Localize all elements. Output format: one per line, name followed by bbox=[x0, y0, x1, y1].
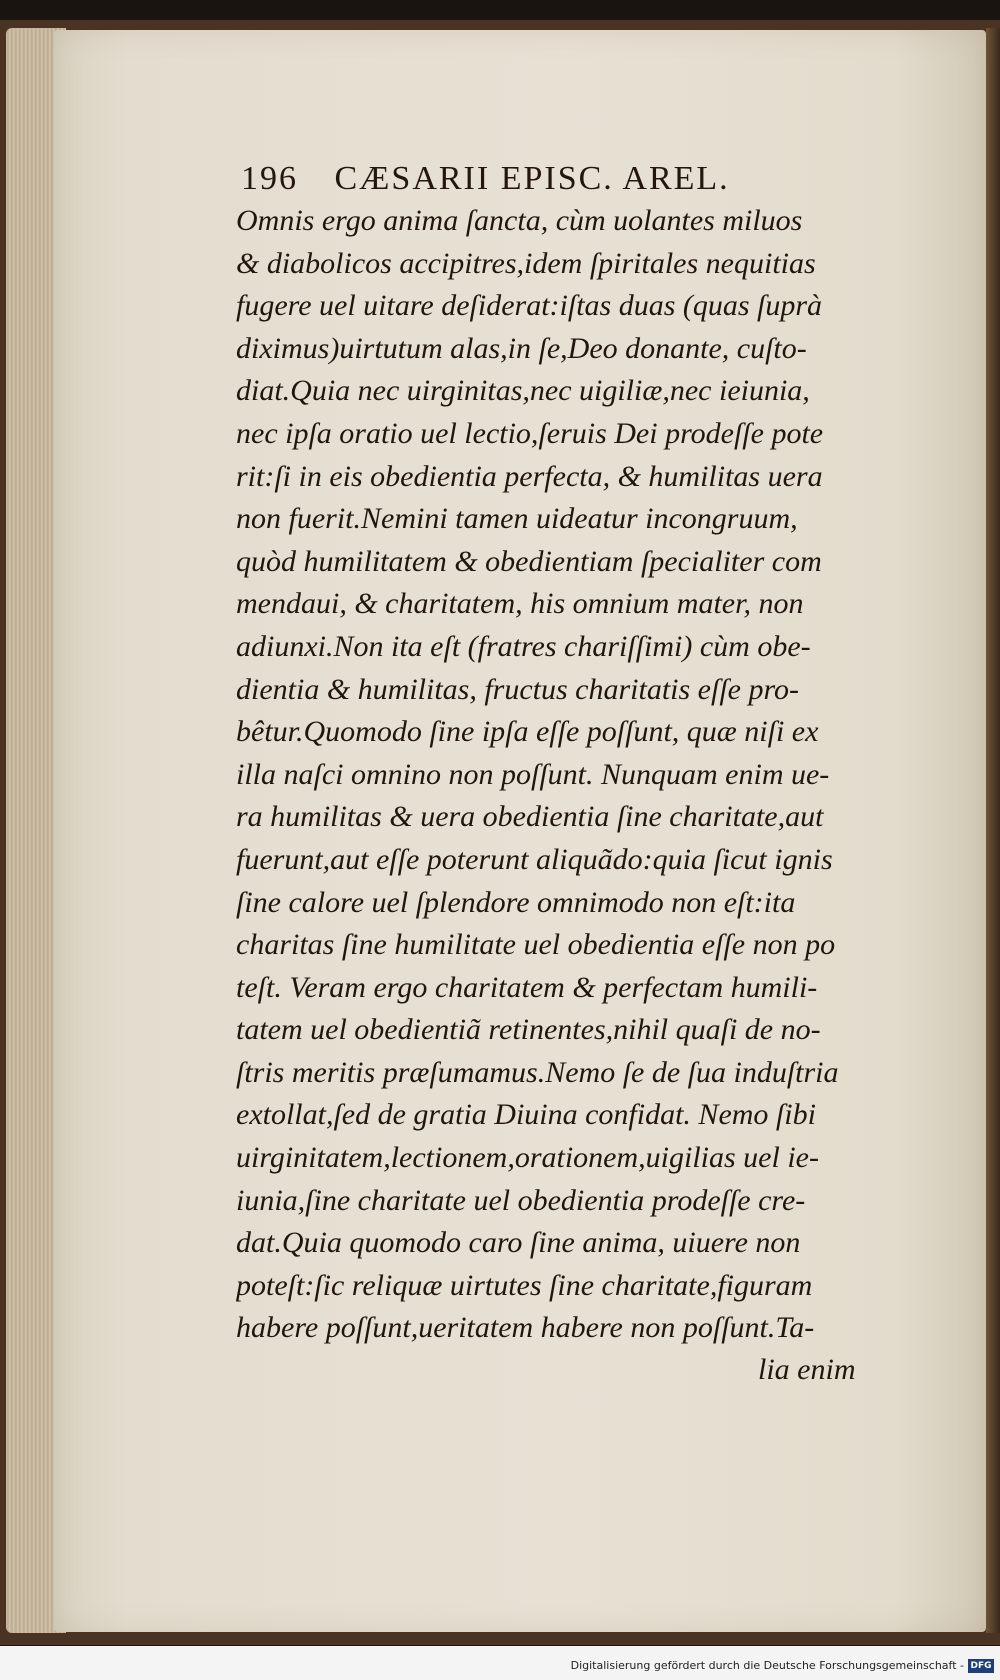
text-line: & diabolicos accipitres,idem ſpiritales nequitias bbox=[236, 246, 816, 280]
text-line: bêtur.Quomodo ſine ipſa eſſe poſſunt, quæ niſi ex bbox=[236, 715, 819, 749]
text-line: nec ipſa oratio uel lectio,ſeruis Dei prodeſſe pote bbox=[236, 416, 824, 450]
text-line: Omnis ergo anima ſancta, cùm uolantes miluos bbox=[236, 204, 803, 237]
text-line: ſtris meritis præſumamus.Nemo ſe de ſua induſtria bbox=[236, 1055, 839, 1089]
running-head: CÆSARII EPISC. AREL. bbox=[334, 160, 730, 197]
text-line: habere poſſunt,ueritatem habere non poſſunt.Ta- bbox=[236, 1311, 815, 1345]
page-number: 196 bbox=[241, 160, 298, 197]
text-line: poteſt:ſic reliquæ uirtutes ſine charitate,figuram bbox=[236, 1268, 813, 1302]
text-line: diximus)uirtutum alas,in ſe,Deo donante, cuſto- bbox=[236, 331, 807, 365]
text-line: quòd humilitatem & obedientiam ſpecialiter com bbox=[236, 544, 822, 578]
text-line: ſine calore uel ſplendore omnimodo non eſt:ita bbox=[236, 885, 796, 919]
text-line: illa naſci omnino non poſſunt. Nunquam enim ue- bbox=[236, 757, 830, 791]
dfg-logo: DFG bbox=[968, 1659, 994, 1673]
text-line: diat.Quia nec uirginitas,nec uigiliæ,nec ieiunia, bbox=[236, 374, 810, 408]
text-line: non fuerit.Nemini tamen uideatur incongruum, bbox=[236, 502, 798, 536]
text-line: teſt. Veram ergo charitatem & perfectam humili- bbox=[236, 970, 818, 1004]
text-line: adiunxi.Non ita eſt (fratres chariſſimi) cùm obe- bbox=[236, 629, 811, 663]
text-line: tatem uel obedientiã retinentes,nihil quaſi de no- bbox=[236, 1013, 821, 1047]
page-header bbox=[241, 160, 861, 200]
footer-bar bbox=[0, 1646, 1000, 1680]
text-line: mendaui, & charitatem, his omnium mater, non bbox=[236, 587, 804, 621]
body-text bbox=[236, 200, 876, 1350]
footer-credit: Digitalisierung gefördert durch die Deutsche Forschungsgemeinschaft - bbox=[570, 1659, 964, 1672]
catchword: lia enim bbox=[758, 1353, 856, 1386]
text-line: iunia,ſine charitate uel obedientia prodeſſe cre- bbox=[236, 1183, 806, 1217]
text-line: uirginitatem,lectionem,orationem,uigilias uel ie- bbox=[236, 1141, 819, 1175]
text-line: fugere uel uitare deſiderat:iſtas duas (quas ſuprà bbox=[236, 289, 823, 323]
text-line: rit:ſi in eis obedientia perfecta, & humilitas uera bbox=[236, 459, 823, 493]
text-line: ra humilitas & uera obedientia ſine charitate,aut bbox=[236, 800, 824, 834]
text-line: extollat,ſed de gratia Diuina confidat. Nemo ſibi bbox=[236, 1098, 816, 1132]
text-line: dientia & humilitas, fructus charitatis eſſe pro- bbox=[236, 672, 800, 706]
text-line: fuerunt,aut eſſe poterunt aliquãdo:quia ſicut ignis bbox=[236, 842, 833, 876]
text-line: dat.Quia quomodo caro ſine anima, uiuere non bbox=[236, 1226, 801, 1260]
book-cover-edge bbox=[986, 28, 1000, 1633]
text-line: charitas ſine humilitate uel obedientia eſſe non po bbox=[236, 928, 836, 962]
